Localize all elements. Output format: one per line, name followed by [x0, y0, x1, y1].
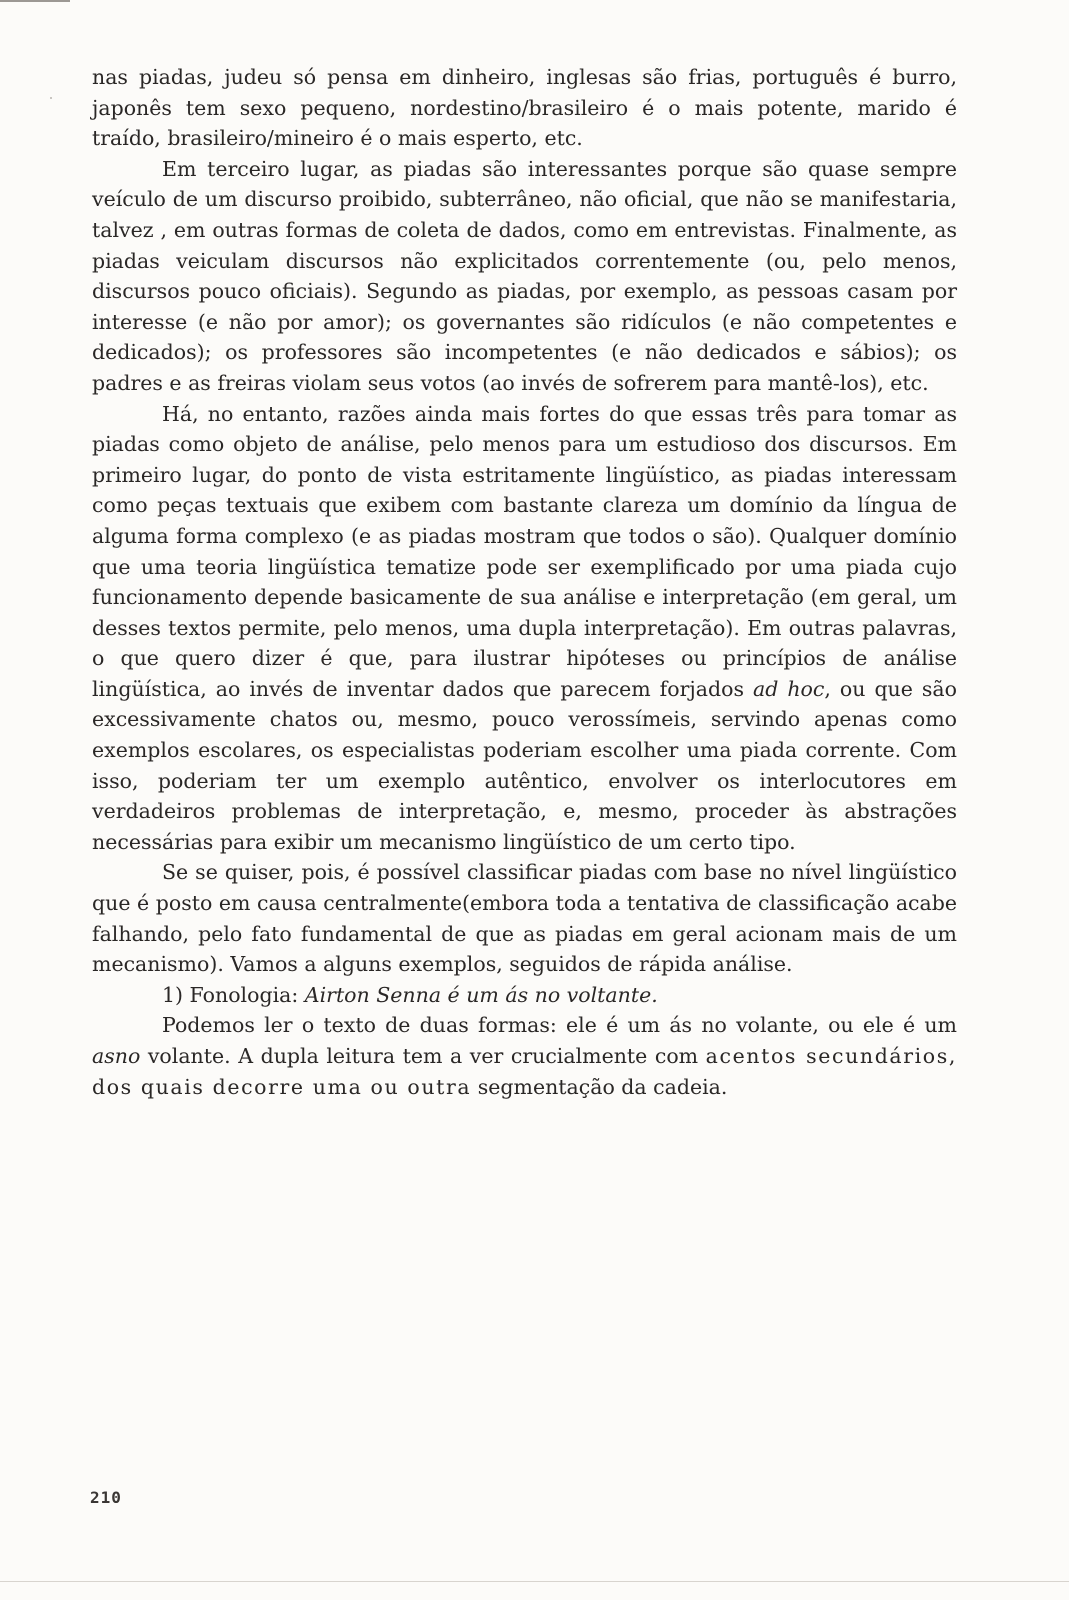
text-run: volante. A dupla leitura tem a ver crucialmente com: [140, 1044, 706, 1068]
page-number: 210: [90, 1488, 122, 1507]
italic-text: Airton Senna é um ás no voltante.: [304, 982, 658, 1007]
text-run: Há, no entanto, razões ainda mais fortes do que essas três para tomar as piadas como objeto de análise, pelo menos para um estudioso dos discursos. Em primeiro lugar, do ponto de vista estritamente lingüístico, as piadas interessam como peças textuais que exibem com bastante clareza um domínio da língua de alguma forma complexo (e as piadas mostram que todos o são). Qualquer domínio que uma teoria lingüística tematize pode ser exemplificado por uma piada cujo funcionamento depende basicamente de sua análise e interpretação (em geral, um desses textos permite, pelo menos, uma dupla interpretação). Em outras palavras, o que quero dizer é que, para ilustrar hipóteses ou princípios de análise lingüística, ao invés de inventar dados que parecem forjados: [92, 401, 957, 701]
bottom-edge-rule: [0, 1581, 1069, 1582]
text-run: Em terceiro lugar, as piadas são interessantes porque são quase sempre veículo de um discurso proibido, subterrâneo, não oficial, que não se manifestaria, talvez , em outras formas de coleta de dados, como em entrevistas. Finalmente, as piadas veiculam discursos não explicitados correntemente (ou, pelo menos, discursos pouco oficiais). Segundo as piadas, por exemplo, as pessoas casam por interesse (e não por amor); os governantes são ridículos (e não competentes e dedicados); os professores são incompetentes (e não dedicados e sábios); os padres e as freiras violam seus votos (ao invés de sofrerem para mantê-los), etc.: [92, 156, 957, 395]
text-run: Se se quiser, pois, é possível classificar piadas com base no nível lingüístico que é posto em causa centralmente(embora toda a tentativa de classificação acabe falhando, pelo fato fundamental de que as piadas em geral acionam mais de um mecanismo). Vamos a alguns exemplos, seguidos de rápida análise.: [92, 860, 957, 977]
paragraph-p1: [92, 62, 957, 154]
paragraph-p5: [92, 980, 957, 1011]
italic-text: ad hoc: [752, 676, 825, 701]
paragraph-p2: [92, 154, 957, 399]
paragraph-p3: [92, 399, 957, 858]
paragraph-p4: [92, 857, 957, 979]
margin-speck: [50, 97, 52, 99]
text-run: segmentação da cadeia.: [471, 1074, 728, 1099]
body-text: [92, 62, 957, 1102]
italic-text: asno: [92, 1044, 141, 1068]
text-run: 1) Fonologia:: [162, 982, 305, 1007]
text-run: nas piadas, judeu só pensa em dinheiro, inglesas são frias, português é burro, japonês tem sexo pequeno, nordestino/brasileiro é o mais potente, marido é traído, brasileiro/mineiro é o mais esperto, etc.: [92, 65, 957, 151]
text-run: acentos secundários, dos quais decorre uma ou outra: [92, 1044, 957, 1099]
text-run: , ou que são excessivamente chatos ou, mesmo, pouco verossímeis, servindo apenas como exemplos escolares, os especialistas poderiam escolher uma piada corrente. Com isso, poderiam ter um exemplo autêntico, envolver os interlocutores em verdadeiros problemas de interpretação, e, mesmo, proceder às abstrações necessárias para exibir um mecanismo lingüístico de um certo tipo.: [92, 676, 957, 854]
paragraph-p6: [92, 1010, 957, 1102]
text-run: Podemos ler o texto de duas formas: ele é um ás no volante, ou ele é um: [162, 1013, 957, 1038]
top-edge-rule: [0, 0, 70, 2]
